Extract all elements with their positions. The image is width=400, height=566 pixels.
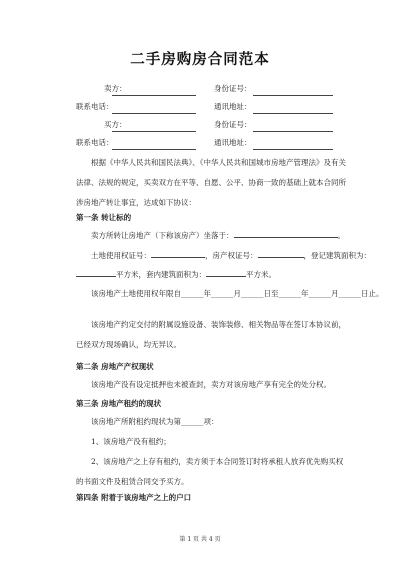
buyer-name-field[interactable] bbox=[112, 120, 196, 132]
seller-address-label: 通讯地址： bbox=[214, 102, 252, 111]
page-footer: 第 1 页 共 4 页 bbox=[179, 536, 221, 543]
property-cert-label: ，房产权证号： bbox=[205, 251, 258, 260]
buyer-id-field[interactable] bbox=[253, 120, 333, 132]
inner-area-unit: 平方米。 bbox=[246, 270, 276, 279]
article-3-line-2: 1、该房地产没有租约； bbox=[91, 437, 171, 446]
buyer-address-label: 通讯地址： bbox=[214, 138, 252, 147]
buyer-phone-label: 联系电话： bbox=[76, 138, 114, 147]
location-label: 卖方所转让房地产（下称该房产）坐落于： bbox=[91, 231, 234, 240]
page-title: 二手房购房合同范本 bbox=[130, 52, 270, 68]
article-1-certificate-line bbox=[91, 248, 371, 263]
buyer-id-label: 身份证号： bbox=[214, 120, 252, 129]
article-1-area-line bbox=[76, 267, 276, 282]
article-3-heading: 第三条 房地产租约的现状 bbox=[76, 399, 162, 408]
article-3-line-3: 2、该房地产之上存有租约，卖方须于本合同签订时将承租人放弃优先购买权的书面文件及租赁合同交予买方。 bbox=[76, 457, 344, 486]
buyer-phone-field[interactable] bbox=[112, 138, 196, 150]
buyer-address-field[interactable] bbox=[253, 138, 333, 150]
article-1-paragraph-2: 该房地产约定交付的附属设施设备、装饰装修、相关物品等在签订本协议前，已经双方现场确认，均无异议。 bbox=[76, 320, 346, 349]
registered-area-label: ，登记建筑面积为： bbox=[303, 251, 371, 260]
land-cert-label: 土地使用权证号： bbox=[91, 251, 151, 260]
location-field[interactable] bbox=[234, 228, 338, 238]
article-3-line-1: 该房地产所附租约现状为第______项： bbox=[91, 417, 219, 426]
seller-label: 卖方： bbox=[104, 84, 127, 93]
inner-area-label: 平方米，套内建筑面积为： bbox=[116, 270, 206, 279]
seller-address-field[interactable] bbox=[253, 102, 333, 114]
inner-area-field[interactable] bbox=[206, 267, 246, 277]
seller-id-field[interactable] bbox=[253, 84, 333, 96]
article-4-heading: 第四条 附着于该房地产之上的户口 bbox=[76, 493, 192, 502]
buyer-label: 买方： bbox=[104, 120, 127, 129]
preamble-paragraph: 根据《中华人民共和国民法典》、《中华人民共和国城市房地产管理法》及有关法律、法规的规定，买卖双方在平等、自愿、公平、协商一致的基础上就本合同所涉房地产转让事宜，达成如下协议： bbox=[76, 158, 346, 207]
article-2-text: 该房地产没有设定抵押也未被查封，卖方对该房地产享有完全的处分权。 bbox=[91, 380, 331, 389]
registered-area-field[interactable] bbox=[76, 267, 116, 277]
property-cert-field[interactable] bbox=[258, 248, 304, 258]
seller-phone-field[interactable] bbox=[112, 102, 196, 114]
land-cert-field[interactable] bbox=[151, 248, 205, 258]
article-1-heading: 第一条 转让标的 bbox=[76, 213, 132, 222]
article-1-location-line bbox=[91, 228, 345, 243]
article-1-term-line: 该房地产土地使用权年限自______年______月______日至______年______月______日止。 bbox=[91, 289, 384, 298]
article-2-heading: 第二条 房地产产权现状 bbox=[76, 362, 154, 371]
seller-id-label: 身份证号： bbox=[214, 84, 252, 93]
seller-name-field[interactable] bbox=[112, 84, 196, 96]
seller-phone-label: 联系电话： bbox=[76, 102, 114, 111]
location-period: 。 bbox=[337, 231, 345, 240]
